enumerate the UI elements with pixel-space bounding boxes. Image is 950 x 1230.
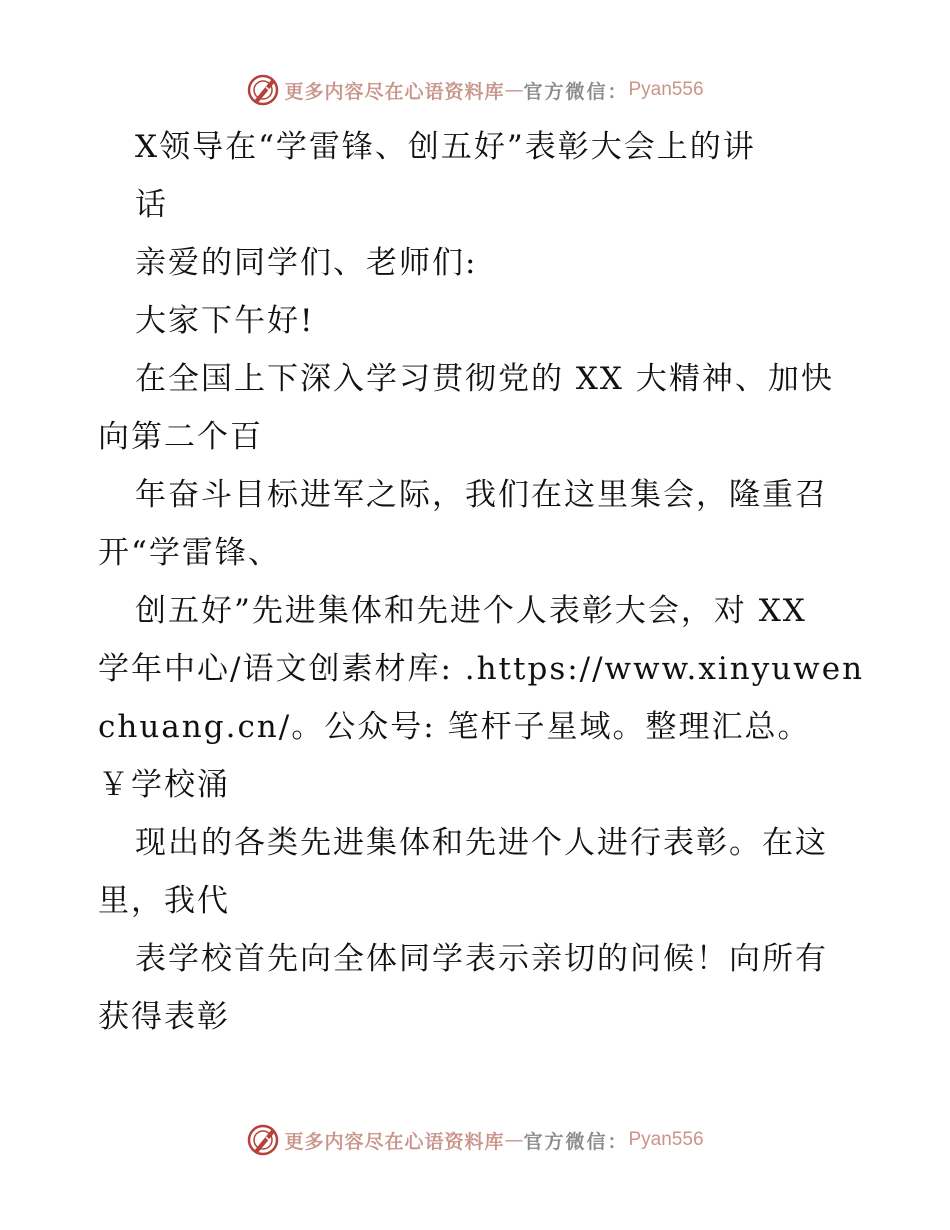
- doc-greeting: 大家下午好!: [135, 303, 315, 339]
- doc-paragraph-line: 创五好”先进集体和先进个人表彰大会，对 XX: [135, 593, 807, 629]
- doc-paragraph-line: 在全国上下深入学习贯彻党的 XX 大精神、加快: [135, 361, 834, 397]
- doc-paragraph-line: 表学校首先向全体同学表示亲切的问候！向所有: [135, 941, 828, 977]
- doc-paragraph-line: 学年中心/语文创素材库: .https://www.xinyuwen: [98, 651, 865, 687]
- document-body: [98, 118, 865, 1046]
- doc-paragraph-line: ￥学校涌: [98, 767, 230, 803]
- doc-paragraph-line: 开“学雷锋、: [98, 535, 281, 571]
- doc-title-line-1: X领导在“学雷锋、创五好”表彰大会上的讲: [135, 129, 756, 165]
- footer-banner: [0, 1120, 950, 1160]
- doc-salutation: 亲爱的同学们、老师们:: [135, 245, 478, 281]
- pen-logo-icon: [246, 1123, 280, 1157]
- banner-title: 更多内容尽在心语资料库: [284, 80, 505, 103]
- banner-wechat-id: Pyan556: [628, 1129, 704, 1150]
- pen-logo-icon: [246, 73, 280, 107]
- doc-paragraph-line: 里，我代: [98, 883, 230, 919]
- banner-dash: —: [504, 79, 524, 101]
- banner-wechat-label: 官方微信：: [523, 1130, 629, 1153]
- doc-paragraph-line: 年奋斗目标进军之际，我们在这里集会，隆重召: [135, 477, 828, 513]
- banner-wechat-label: 官方微信：: [523, 80, 629, 103]
- header-banner: [0, 70, 950, 110]
- doc-paragraph-line: 现出的各类先进集体和先进个人进行表彰。在这: [135, 825, 828, 861]
- banner-title: 更多内容尽在心语资料库: [284, 1130, 505, 1153]
- doc-paragraph-line: 向第二个百: [98, 419, 263, 455]
- banner-wechat-id: Pyan556: [628, 79, 704, 100]
- doc-paragraph-line: chuang.cn/。公众号: 笔杆子星域。整理汇总。: [98, 709, 811, 745]
- doc-paragraph-line: 获得表彰: [98, 999, 230, 1035]
- doc-title-line-2: 话: [135, 187, 168, 223]
- banner-dash: —: [504, 1129, 524, 1151]
